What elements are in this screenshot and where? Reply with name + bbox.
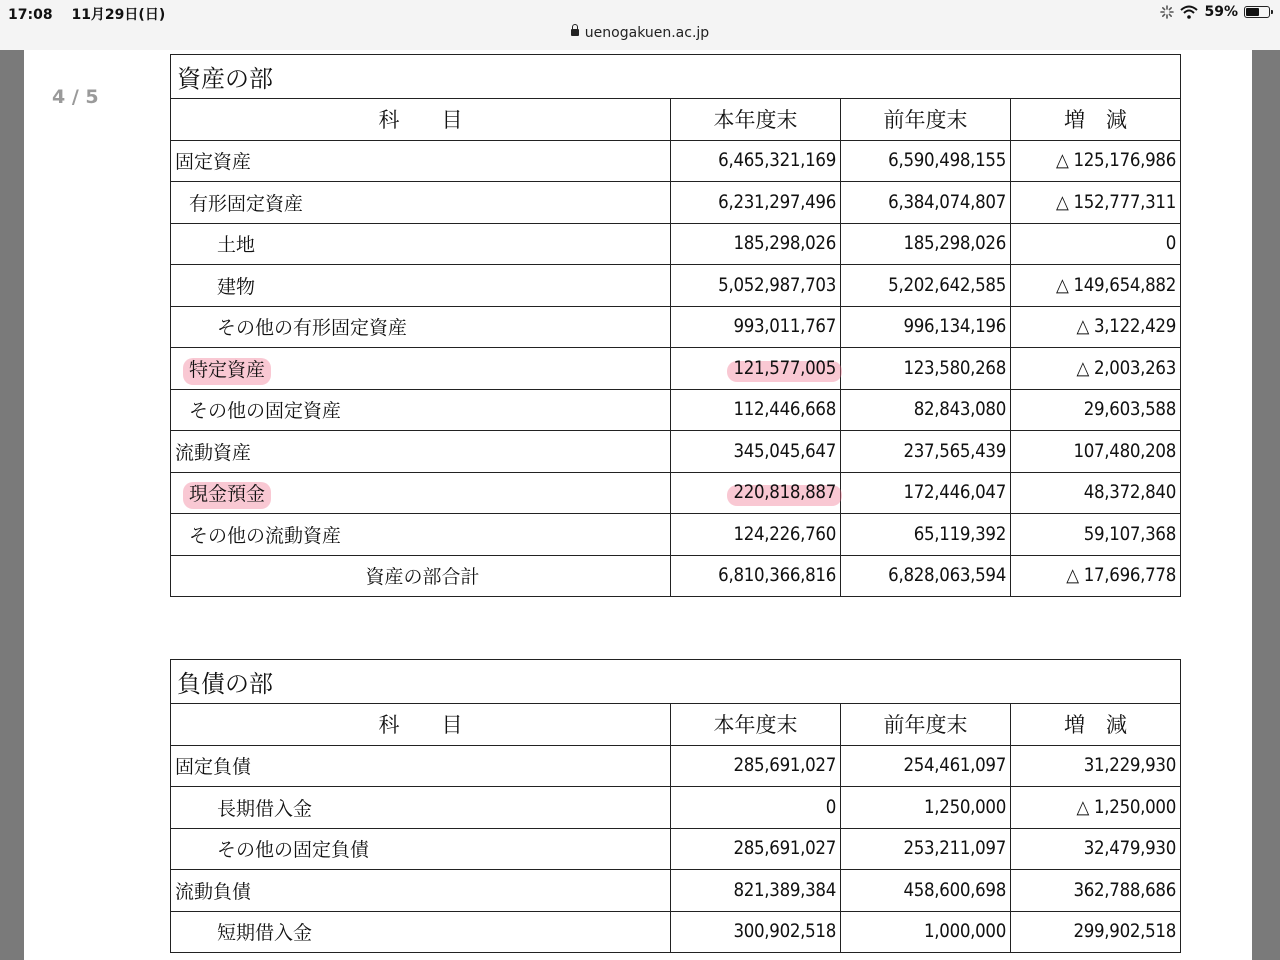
row-label: 現金預金 [189,483,266,506]
row-change: △ 2,003,263 [1011,348,1181,390]
row-label: 資産の部合計 [171,555,671,597]
highlight-mark [733,358,836,379]
row-previous: 65,119,392 [841,514,1011,556]
row-previous: 6,828,063,594 [841,555,1011,597]
row-previous: 172,446,047 [841,472,1011,514]
header-current: 本年度末 [671,99,841,141]
status-right [1160,4,1270,20]
address-bar[interactable] [0,25,1280,41]
row-previous: 82,843,080 [841,389,1011,431]
row-previous: 253,211,097 [841,828,1011,870]
assets-title: 資産の部 [171,55,1181,99]
row-change: 32,479,930 [1011,828,1181,870]
row-label-cell [171,472,671,514]
highlight-mark [189,479,265,506]
liabilities-table [170,659,1181,953]
row-change: △ 3,122,429 [1011,306,1181,348]
row-current: 285,691,027 [671,745,841,787]
row-label-cell [171,348,671,390]
highlight-mark [189,355,265,382]
table-row-highlighted [171,472,1181,514]
loading-icon [1160,5,1174,19]
row-label: その他の固定資産 [171,389,671,431]
row-change: 59,107,368 [1011,514,1181,556]
row-previous: 996,134,196 [841,306,1011,348]
wifi-icon [1180,5,1198,19]
highlight-mark [733,482,836,503]
liabilities-title: 負債の部 [171,660,1181,704]
row-label: 固定負債 [171,745,671,787]
row-label: 長期借入金 [171,787,671,829]
row-current: 345,045,647 [671,431,841,473]
battery-percent: 59% [1204,4,1238,20]
row-previous: 5,202,642,585 [841,265,1011,307]
table-row [171,828,1181,870]
row-label: その他の有形固定資産 [171,306,671,348]
row-label: 短期借入金 [171,911,671,953]
row-label: 土地 [171,223,671,265]
row-current: 5,052,987,703 [671,265,841,307]
lock-icon [571,29,579,36]
table-row-highlighted [171,348,1181,390]
header-change: 増 減 [1011,704,1181,746]
row-current-cell [671,472,841,514]
page-indicator: 4 / 5 [52,86,99,108]
row-current: 124,226,760 [671,514,841,556]
row-previous: 1,250,000 [841,787,1011,829]
row-current: 0 [671,787,841,829]
table-row [171,431,1181,473]
table-row [171,140,1181,182]
table-row-total [171,555,1181,597]
row-current: 6,465,321,169 [671,140,841,182]
table-row [171,514,1181,556]
row-change: 0 [1011,223,1181,265]
table-row [171,911,1181,953]
header-current: 本年度末 [671,704,841,746]
row-current: 185,298,026 [671,223,841,265]
header-previous: 前年度末 [841,704,1011,746]
row-current-cell [671,348,841,390]
row-change: 107,480,208 [1011,431,1181,473]
row-label: その他の固定負債 [171,828,671,870]
row-previous: 458,600,698 [841,870,1011,912]
row-label: その他の流動資産 [171,514,671,556]
table-row [171,182,1181,224]
row-previous: 237,565,439 [841,431,1011,473]
row-label: 固定資産 [171,140,671,182]
table-row [171,389,1181,431]
header-item: 科 目 [171,704,671,746]
row-change: 29,603,588 [1011,389,1181,431]
row-current: 112,446,668 [671,389,841,431]
document-page [24,50,1252,960]
row-previous: 6,590,498,155 [841,140,1011,182]
row-previous: 185,298,026 [841,223,1011,265]
row-change: 362,788,686 [1011,870,1181,912]
row-previous: 6,384,074,807 [841,182,1011,224]
status-date: 11月29日(日) [71,7,166,23]
row-change: △ 17,696,778 [1011,555,1181,597]
row-current: 220,818,887 [733,482,836,504]
table-row [171,265,1181,307]
row-change: 299,902,518 [1011,911,1181,953]
row-current: 993,011,767 [671,306,841,348]
row-current: 6,231,297,496 [671,182,841,224]
row-current: 821,389,384 [671,870,841,912]
row-previous: 123,580,268 [841,348,1011,390]
table-row [171,306,1181,348]
battery-icon [1244,6,1270,18]
row-change: △ 152,777,311 [1011,182,1181,224]
row-label: 流動資産 [171,431,671,473]
header-change: 増 減 [1011,99,1181,141]
table-row [171,870,1181,912]
row-current: 6,810,366,816 [671,555,841,597]
row-label: 建物 [171,265,671,307]
url-text: uenogakuen.ac.jp [584,25,710,41]
row-label: 特定資産 [189,358,266,381]
row-current: 300,902,518 [671,911,841,953]
header-previous: 前年度末 [841,99,1011,141]
table-row [171,745,1181,787]
row-change: 31,229,930 [1011,745,1181,787]
row-previous: 1,000,000 [841,911,1011,953]
status-time: 17:08 [8,7,53,23]
row-current: 285,691,027 [671,828,841,870]
row-change: △ 125,176,986 [1011,140,1181,182]
row-current: 121,577,005 [733,357,836,379]
row-change: 48,372,840 [1011,472,1181,514]
assets-table [170,54,1181,597]
row-label: 流動負債 [171,870,671,912]
status-bar [0,0,1280,50]
row-label: 有形固定資産 [171,182,671,224]
status-left [8,4,179,24]
row-change: △ 1,250,000 [1011,787,1181,829]
table-row [171,223,1181,265]
row-previous: 254,461,097 [841,745,1011,787]
row-change: △ 149,654,882 [1011,265,1181,307]
header-item: 科 目 [171,99,671,141]
table-row [171,787,1181,829]
